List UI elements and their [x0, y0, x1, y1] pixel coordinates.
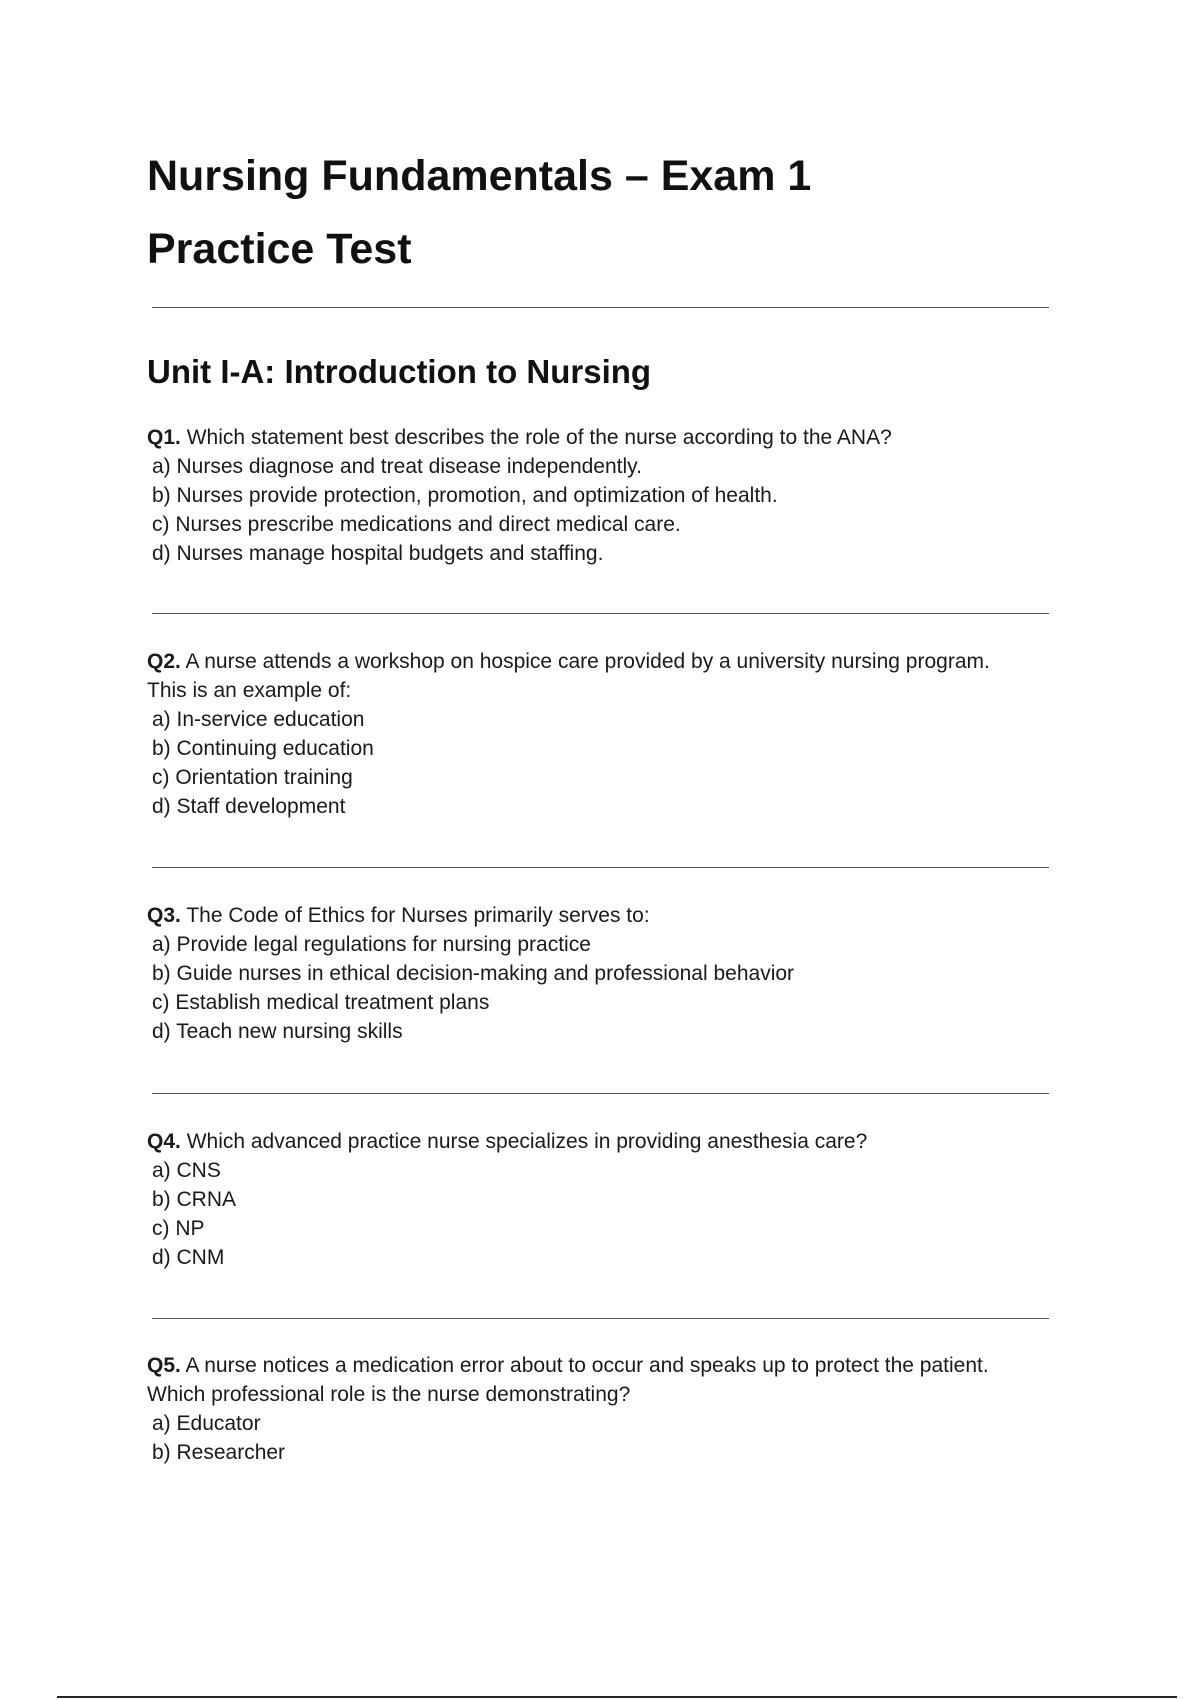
answer-options	[147, 452, 1007, 568]
question-text: Which advanced practice nurse specializes in providing anesthesia care?	[186, 1130, 868, 1153]
answer-option: b) Researcher	[152, 1441, 286, 1464]
title-line-1: Nursing Fundamentals – Exam 1	[147, 152, 812, 200]
question-text: A nurse attends a workshop on hospice care provided by a university nursing program. This is an example of:	[147, 650, 990, 702]
answer-option: c) Orientation training	[152, 766, 353, 789]
page-bottom-rule	[57, 1696, 1177, 1698]
question-4	[147, 1127, 1007, 1272]
question-2	[147, 647, 1007, 821]
divider	[152, 307, 1049, 308]
answer-option: d) Teach new nursing skills	[152, 1020, 403, 1043]
question-stem	[147, 647, 1007, 705]
answer-option: c) NP	[152, 1217, 205, 1240]
answer-option: b) Continuing education	[152, 737, 374, 760]
answer-options	[147, 930, 1007, 1046]
answer-option: d) CNM	[152, 1246, 225, 1269]
question-number: Q4.	[147, 1130, 181, 1153]
question-3	[147, 901, 1007, 1046]
question-number: Q1.	[147, 426, 181, 449]
title-line-2: Practice Test	[147, 225, 412, 273]
answer-option: b) CRNA	[152, 1188, 237, 1211]
question-text: Which statement best describes the role of the nurse according to the ANA?	[186, 426, 892, 449]
answer-option: c) Establish medical treatment plans	[152, 991, 490, 1014]
answer-option: a) Provide legal regulations for nursing practice	[152, 933, 591, 956]
answer-options	[147, 1156, 1007, 1272]
question-text: The Code of Ethics for Nurses primarily serves to:	[186, 904, 650, 927]
answer-option: c) Nurses prescribe medications and direct medical care.	[152, 513, 681, 536]
answer-option: a) In-service education	[152, 708, 365, 731]
question-1	[147, 423, 1007, 568]
answer-option: a) Nurses diagnose and treat disease independently.	[152, 455, 642, 478]
divider	[152, 1318, 1049, 1319]
answer-options	[147, 705, 1007, 821]
answer-option: b) Guide nurses in ethical decision-making and professional behavior	[152, 962, 795, 985]
answer-options	[147, 1409, 1007, 1467]
answer-option: d) Nurses manage hospital budgets and staffing.	[152, 542, 604, 565]
answer-option: a) Educator	[152, 1412, 261, 1435]
question-stem	[147, 423, 1007, 452]
question-number: Q2.	[147, 650, 181, 673]
divider	[152, 613, 1049, 614]
divider	[152, 867, 1049, 868]
divider	[152, 1093, 1049, 1094]
answer-option: d) Staff development	[152, 795, 346, 818]
page-title	[147, 140, 1097, 286]
question-text: A nurse notices a medication error about to occur and speaks up to protect the patient. Which professional role is the nurse demonstrating?	[147, 1354, 989, 1406]
answer-option: b) Nurses provide protection, promotion, and optimization of health.	[152, 484, 778, 507]
question-stem	[147, 901, 1007, 930]
answer-option: a) CNS	[152, 1159, 221, 1182]
question-number: Q3.	[147, 904, 181, 927]
question-stem	[147, 1127, 1007, 1156]
question-stem	[147, 1351, 1007, 1409]
question-number: Q5.	[147, 1354, 181, 1377]
question-5	[147, 1351, 1007, 1467]
unit-heading: Unit I-A: Introduction to Nursing	[147, 353, 652, 390]
